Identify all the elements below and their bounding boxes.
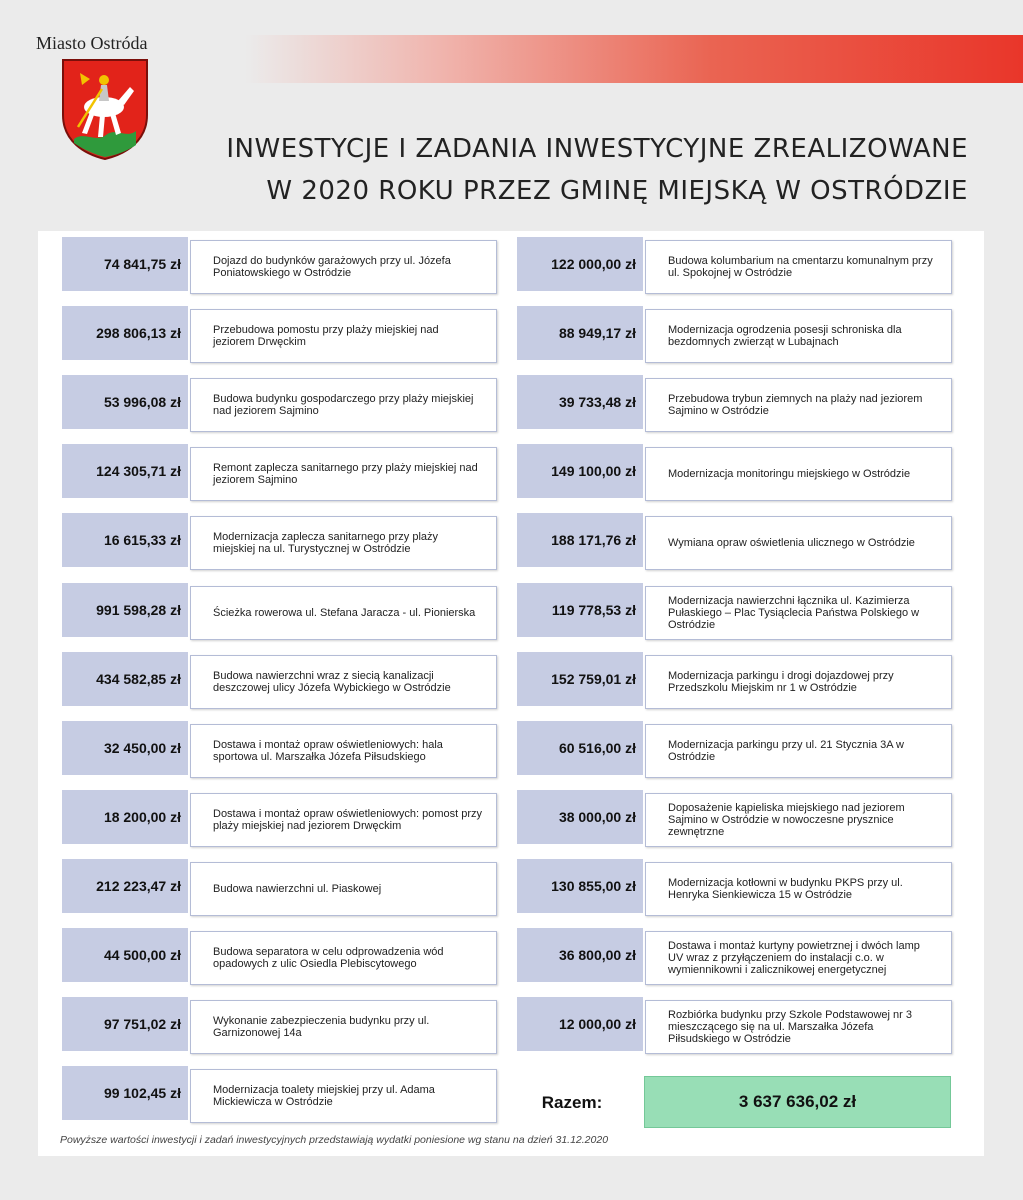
investment-item [517, 583, 957, 637]
investment-description: Modernizacja nawierzchni łącznika ul. Kazimierza Pułaskiego – Plac Tysiąclecia Państwa Polskiego w Ostródzie [645, 586, 952, 640]
investment-item [62, 859, 502, 913]
investment-amount: 39 733,48 zł [517, 375, 643, 429]
investment-description: Budowa budynku gospodarczego przy plaży miejskiej nad jeziorem Sajmino [190, 378, 497, 432]
investment-item [517, 997, 957, 1051]
investment-item [517, 444, 957, 498]
investment-item [62, 997, 502, 1051]
investment-description: Remont zaplecza sanitarnego przy plaży miejskiej nad jeziorem Sajmino [190, 447, 497, 501]
city-coat-of-arms-icon [60, 57, 150, 161]
total-value: 3 637 636,02 zł [644, 1076, 951, 1128]
investment-amount: 60 516,00 zł [517, 721, 643, 775]
investment-description: Rozbiórka budynku przy Szkole Podstawowej nr 3 mieszczącego się na ul. Marszałka Józefa Piłsudskiego w Ostródzie [645, 1000, 952, 1054]
page-title [226, 128, 968, 212]
investment-item [62, 1066, 502, 1120]
investment-description: Wymiana opraw oświetlenia ulicznego w Ostródzie [645, 516, 952, 570]
investment-amount: 212 223,47 zł [62, 859, 188, 913]
investment-item [517, 928, 957, 982]
investment-description: Dojazd do budynków garażowych przy ul. Józefa Poniatowskiego w Ostródzie [190, 240, 497, 294]
investment-item [62, 444, 502, 498]
investment-amount: 88 949,17 zł [517, 306, 643, 360]
total-label: Razem: [541, 1093, 603, 1112]
investment-description: Dostawa i montaż kurtyny powietrznej i dwóch lamp UV wraz z przyłączeniem do instalacji c.o. w wymiennikowni i zalicznikowej energetycznej [645, 931, 952, 985]
investment-amount: 991 598,28 zł [62, 583, 188, 637]
investment-description: Dostawa i montaż opraw oświetleniowych: pomost przy plaży miejskiej nad jeziorem Drwęckim [190, 793, 497, 847]
investment-amount: 18 200,00 zł [62, 790, 188, 844]
investment-description: Modernizacja ogrodzenia posesji schroniska dla bezdomnych zwierząt w Lubajnach [645, 309, 952, 363]
investment-description: Dostawa i montaż opraw oświetleniowych: hala sportowa ul. Marszałka Józefa Piłsudskiego [190, 724, 497, 778]
investment-amount: 12 000,00 zł [517, 997, 643, 1051]
investment-item [517, 375, 957, 429]
investment-amount: 74 841,75 zł [62, 237, 188, 291]
investment-amount: 53 996,08 zł [62, 375, 188, 429]
investment-description: Modernizacja parkingu i drogi dojazdowej przy Przedszkolu Miejskim nr 1 w Ostródzie [645, 655, 952, 709]
investment-amount: 119 778,53 zł [517, 583, 643, 637]
investment-amount: 188 171,76 zł [517, 513, 643, 567]
investment-item [62, 375, 502, 429]
investment-amount: 36 800,00 zł [517, 928, 643, 982]
investment-amount: 152 759,01 zł [517, 652, 643, 706]
investment-item [62, 513, 502, 567]
investment-description: Modernizacja monitoringu miejskiego w Ostródzie [645, 447, 952, 501]
investment-description: Budowa kolumbarium na cmentarzu komunalnym przy ul. Spokojnej w Ostródzie [645, 240, 952, 294]
investment-item [62, 790, 502, 844]
investment-description: Przebudowa trybun ziemnych na plaży nad jeziorem Sajmino w Ostródzie [645, 378, 952, 432]
investment-amount: 99 102,45 zł [62, 1066, 188, 1120]
investment-description: Ścieżka rowerowa ul. Stefana Jaracza - ul. Pionierska [190, 586, 497, 640]
investment-amount: 38 000,00 zł [517, 790, 643, 844]
investment-description: Przebudowa pomostu przy plaży miejskiej nad jeziorem Drwęckim [190, 309, 497, 363]
investment-description: Modernizacja zaplecza sanitarnego przy plaży miejskiej na ul. Turystycznej w Ostródzie [190, 516, 497, 570]
investment-item [517, 790, 957, 844]
investment-amount: 97 751,02 zł [62, 997, 188, 1051]
investment-item [517, 859, 957, 913]
investment-item [62, 652, 502, 706]
investment-amount: 122 000,00 zł [517, 237, 643, 291]
investment-item [517, 721, 957, 775]
investment-description: Budowa nawierzchni ul. Piaskowej [190, 862, 497, 916]
investment-item [517, 237, 957, 291]
investment-description: Modernizacja toalety miejskiej przy ul. Adama Mickiewicza w Ostródzie [190, 1069, 497, 1123]
title-line-2: W 2020 ROKU PRZEZ GMINĘ MIEJSKĄ W OSTRÓDZIE [266, 176, 968, 206]
investment-amount: 44 500,00 zł [62, 928, 188, 982]
investment-amount: 124 305,71 zł [62, 444, 188, 498]
investment-item [517, 513, 957, 567]
investment-amount: 16 615,33 zł [62, 513, 188, 567]
investment-item [62, 928, 502, 982]
investment-description: Modernizacja kotłowni w budynku PKPS przy ul. Henryka Sienkiewicza 15 w Ostródzie [645, 862, 952, 916]
investment-description: Budowa separatora w celu odprowadzenia wód opadowych z ulic Osiedla Plebiscytowego [190, 931, 497, 985]
investment-description: Wykonanie zabezpieczenia budynku przy ul. Garnizonowej 14a [190, 1000, 497, 1054]
investment-item [517, 306, 957, 360]
footnote: Powyższe wartości inwestycji i zadań inwestycyjnych przedstawiają wydatki poniesione wg stanu na dzień 31.12.2020 [60, 1134, 609, 1146]
investment-item [62, 721, 502, 775]
brand-name: Miasto Ostróda [36, 33, 148, 53]
investment-item [517, 652, 957, 706]
investment-item [62, 583, 502, 637]
investment-amount: 434 582,85 zł [62, 652, 188, 706]
investment-amount: 130 855,00 zł [517, 859, 643, 913]
title-line-1: INWESTYCJE I ZADANIA INWESTYCYJNE ZREALIZOWANE [226, 134, 968, 164]
investment-description: Budowa nawierzchni wraz z siecią kanalizacji deszczowej ulicy Józefa Wybickiego w Ostródzie [190, 655, 497, 709]
investment-description: Doposażenie kąpieliska miejskiego nad jeziorem Sajmino w Ostródzie w nowoczesne prysznice zewnętrzne [645, 793, 952, 847]
investment-amount: 149 100,00 zł [517, 444, 643, 498]
header-gradient-bar [245, 35, 1023, 83]
investment-amount: 32 450,00 zł [62, 721, 188, 775]
investment-item [62, 306, 502, 360]
investment-item [62, 237, 502, 291]
investment-description: Modernizacja parkingu przy ul. 21 Stycznia 3A w Ostródzie [645, 724, 952, 778]
investment-amount: 298 806,13 zł [62, 306, 188, 360]
